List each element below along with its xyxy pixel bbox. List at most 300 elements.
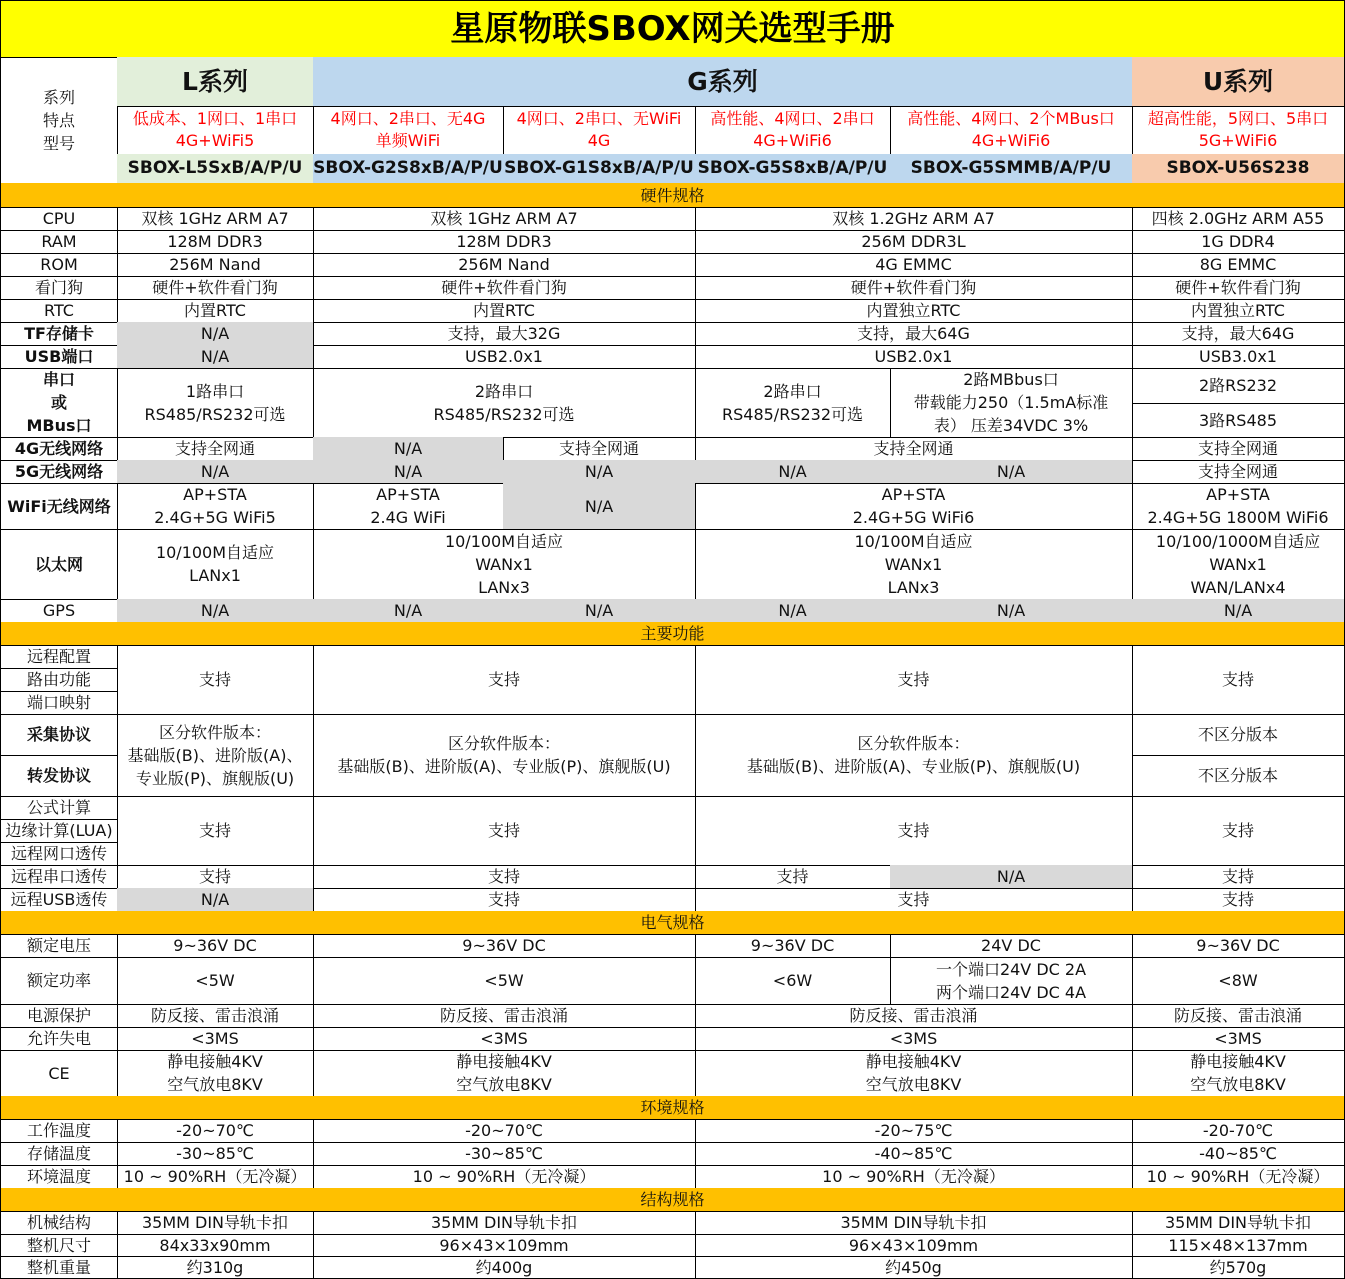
table-cell [313, 1142, 696, 1166]
row-label [0, 207, 118, 231]
cell-text: 带载能力250（1.5mA标准 [913, 393, 1109, 412]
cell-text: 35MM DIN导轨卡扣 [840, 1213, 987, 1232]
cell-text: 低成本、1网口、1串口 [132, 109, 298, 128]
cell-text: RTC [44, 301, 74, 320]
cell-text: 35MM DIN导轨卡扣 [430, 1213, 578, 1232]
cell-text: 硬件+软件看门狗 [152, 278, 278, 297]
table-cell [695, 714, 1133, 797]
cell-text: WANx1 [1209, 554, 1267, 574]
table-cell [695, 1050, 1133, 1097]
table-cell [503, 437, 696, 461]
row-label [0, 755, 118, 797]
cell-text: 硬件+软件看门狗 [850, 278, 977, 297]
cell-text: AP+STA [1206, 485, 1270, 504]
table-cell [1132, 934, 1345, 958]
table-cell [117, 1234, 314, 1257]
cell-text: 256M Nand [458, 255, 550, 274]
cell-text: G系列 [687, 67, 758, 96]
cell-text: 采集协议 [26, 725, 91, 744]
table-cell [1132, 865, 1345, 889]
cell-text: 内置独立RTC [866, 301, 961, 320]
cell-text: WiFi无线网络 [7, 496, 111, 516]
feature-cell [117, 106, 314, 155]
table-cell [1132, 403, 1345, 438]
row-label [0, 1211, 118, 1235]
feature-cell [695, 106, 891, 155]
cell-text: 路由功能 [26, 670, 91, 689]
cell-text: 9~36V DC [173, 936, 257, 955]
cell-text: 静电接触4KV [167, 1052, 263, 1071]
table-cell [695, 299, 1133, 323]
cell-text: TF存储卡 [24, 324, 94, 343]
cell-text: 额定功率 [26, 971, 91, 990]
cell-text: 区分软件版本： [447, 734, 560, 753]
cell-text: 高性能、4网口、2个MBus口 [907, 109, 1115, 128]
cell-text: -30~85℃ [465, 1144, 543, 1163]
cell-text: N/A [584, 496, 614, 516]
cell-text: U系列 [1202, 67, 1274, 96]
cell-text: 10/100M自适应 [444, 531, 564, 551]
cell-text: 支持全网通 [558, 439, 639, 458]
cell-text: 一个端口24V DC 2A [935, 959, 1087, 979]
cell-text: WANx1 [884, 554, 943, 574]
cell-text: 10/100M自适应 [155, 543, 275, 562]
cell-text: N/A [200, 324, 230, 343]
table-cell [117, 1256, 314, 1279]
table-cell [1132, 460, 1345, 484]
cell-text: <3MS [480, 1029, 528, 1048]
na-cell [890, 460, 1133, 484]
cell-text: 3路RS485 [1199, 410, 1277, 430]
table-cell [1132, 1027, 1345, 1051]
cell-text: <3MS [191, 1029, 239, 1048]
table-cell [117, 1211, 314, 1235]
cell-text: USB3.0x1 [1199, 347, 1277, 366]
cell-text: <8W [1218, 971, 1258, 990]
cell-text: 2.4G+5G 1800M WiFi6 [1147, 508, 1329, 527]
row-label [0, 345, 118, 369]
cell-text: 支持 [1221, 821, 1254, 840]
cell-text: 两个端口24V DC 4A [935, 982, 1087, 1002]
cell-text: 静电接触4KV [456, 1052, 552, 1071]
section-header [0, 911, 1345, 935]
cell-text: 不区分版本 [1197, 725, 1278, 744]
cell-text: USB2.0x1 [465, 347, 543, 366]
cell-text: 额定电压 [26, 936, 91, 955]
cell-text: 公式计算 [26, 798, 91, 817]
cell-text: 双核 1.2GHz ARM A7 [832, 209, 995, 228]
cell-text: 10/100/1000M自适应 [1155, 531, 1321, 551]
cell-text: 或 [50, 393, 67, 412]
section-header [0, 1096, 1345, 1120]
cell-text: WAN/LANx4 [1190, 577, 1286, 597]
cell-text: 2路串口 [763, 381, 822, 401]
table-cell [695, 1027, 1133, 1051]
cell-text: N/A [393, 601, 423, 620]
cell-text: 支持 [897, 670, 930, 689]
row-label [0, 865, 118, 889]
table-cell [695, 368, 891, 438]
cell-text: 4G EMMC [875, 255, 952, 274]
cell-text: 专业版(P)、旗舰版(U) [135, 768, 295, 788]
na-cell [503, 483, 696, 530]
table-cell [117, 529, 314, 600]
row-label [0, 230, 118, 254]
row-label [0, 957, 118, 1005]
model-cell [890, 154, 1133, 184]
cell-text: 4G [587, 131, 611, 150]
table-cell [117, 1142, 314, 1166]
cell-text: 约570g [1209, 1257, 1267, 1277]
row-label [0, 691, 118, 715]
model-cell [117, 154, 314, 184]
na-cell [313, 460, 504, 484]
model-cell [313, 154, 504, 184]
cell-text: 4G+WiFi6 [971, 131, 1051, 150]
table-cell [695, 483, 1133, 530]
na-cell [313, 437, 504, 461]
cell-text: 远程配置 [26, 647, 91, 666]
table-cell [313, 645, 696, 715]
table-cell [117, 483, 314, 530]
cell-text: 双核 1GHz ARM A7 [430, 209, 578, 228]
table-cell [695, 934, 891, 958]
table-cell [890, 957, 1133, 1005]
cell-text: SBOX-G2S8xB/A/P/U [313, 158, 503, 178]
cell-text: 支持 [1221, 670, 1254, 689]
cell-text: 硬件+软件看门狗 [1175, 278, 1301, 297]
table-cell [695, 1256, 1133, 1279]
cell-text: 2.4G+5G WiFi5 [154, 508, 276, 527]
cell-text: AP+STA [376, 485, 440, 504]
cell-text: 允许失电 [26, 1029, 91, 1048]
cell-text: 96×43×109mm [848, 1235, 979, 1255]
table-cell [1132, 368, 1345, 404]
table-cell [1132, 529, 1345, 600]
cell-text: 128M DDR3 [456, 232, 552, 251]
cell-text: 2路RS232 [1199, 376, 1277, 395]
table-cell [313, 1165, 696, 1189]
table-cell [313, 230, 696, 254]
table-cell [695, 276, 1133, 300]
table-cell [695, 957, 891, 1005]
na-cell [117, 322, 314, 346]
cell-text: MBus口 [26, 416, 92, 435]
table-cell [117, 1119, 314, 1143]
cell-text: 256M DDR3L [861, 232, 966, 251]
table-cell [117, 276, 314, 300]
row-label [0, 842, 118, 866]
table-cell [313, 1004, 696, 1028]
table-cell [1132, 483, 1345, 530]
table-cell [117, 645, 314, 715]
table-cell [695, 322, 1133, 346]
cell-text: 支持 [198, 867, 231, 886]
feature-cell [890, 106, 1133, 155]
cell-text: 电源保护 [26, 1006, 91, 1025]
cell-text: 端口映射 [26, 693, 91, 712]
cell-text: N/A [393, 439, 423, 458]
cell-text: 工作温度 [26, 1121, 91, 1140]
cell-text: 远程USB透传 [10, 890, 108, 909]
table-cell [1132, 1050, 1345, 1097]
cell-text: N/A [1223, 601, 1253, 620]
na-cell [503, 599, 696, 623]
cell-text: 支持全网通 [174, 439, 255, 458]
cell-text: N/A [996, 462, 1026, 481]
model-cell [695, 154, 891, 184]
cell-text: SBOX-G1S8xB/A/P/U [504, 158, 694, 178]
cell-text: -20~70℃ [176, 1121, 254, 1140]
cell-text: 单频WiFi [375, 131, 441, 150]
cell-text: 存储温度 [26, 1144, 91, 1163]
cell-text: 环境温度 [26, 1167, 91, 1186]
cell-text: 边缘计算(LUA) [5, 821, 113, 840]
table-cell [1132, 1165, 1345, 1189]
row-label [0, 368, 118, 438]
cell-text: 4G+WiFi6 [753, 131, 832, 150]
cell-text: 支持 [198, 670, 231, 689]
cell-text: 空气放电8KV [167, 1075, 263, 1094]
table-cell [695, 1119, 1133, 1143]
cell-text: 超高性能，5网口、5串口 [1147, 109, 1329, 128]
table-cell [695, 1234, 1133, 1257]
table-cell [1132, 1142, 1345, 1166]
cell-text: L系列 [182, 67, 248, 96]
cell-text: 支持 [897, 821, 930, 840]
na-cell [117, 345, 314, 369]
cell-text: 支持 [487, 867, 520, 886]
cell-text: 主要功能 [640, 624, 705, 643]
row-label [0, 1234, 118, 1257]
table-cell [313, 865, 696, 889]
table-cell [890, 368, 1133, 438]
cell-text: 支持全网通 [1197, 462, 1278, 481]
cell-text: 空气放电8KV [865, 1075, 962, 1094]
na-cell [117, 599, 314, 623]
cell-text: 硬件规格 [640, 185, 705, 205]
cell-text: 支持全网通 [1197, 439, 1278, 458]
table-cell [1132, 345, 1345, 369]
table-cell [313, 253, 696, 277]
na-cell [313, 599, 504, 623]
table-cell [695, 230, 1133, 254]
table-cell [695, 1142, 1133, 1166]
cell-text: 8G EMMC [1199, 255, 1277, 274]
cell-text: 内置RTC [184, 301, 246, 320]
table-cell [695, 1211, 1133, 1235]
row-label [0, 1119, 118, 1143]
cell-text: -20~70℃ [465, 1121, 543, 1140]
cell-text: N/A [778, 601, 807, 620]
cell-text: SBOX-G5S8xB/A/P/U [697, 158, 888, 178]
cell-text: 9~36V DC [462, 936, 546, 955]
table-cell [695, 888, 1133, 912]
cell-text: USB2.0x1 [874, 347, 953, 366]
table-cell [313, 888, 696, 912]
cell-text: N/A [393, 462, 423, 481]
cell-text: LANx1 [189, 566, 241, 585]
cell-text: 以太网 [34, 554, 83, 574]
cell-text: 24V DC [981, 936, 1041, 955]
cell-text: 表） 压差34VDC 3% [933, 416, 1089, 435]
cell-text: SBOX-G5SMMB/A/P/U [910, 158, 1112, 178]
table-cell [117, 1165, 314, 1189]
cell-text: 9~36V DC [1196, 936, 1280, 955]
na-cell [117, 888, 314, 912]
table-cell [1132, 253, 1345, 277]
cell-text: 128M DDR3 [167, 232, 263, 251]
table-cell [695, 253, 1133, 277]
cell-text: 转发协议 [26, 766, 91, 785]
cell-text: LANx3 [887, 577, 940, 597]
cell-text: 10 ~ 90%RH（无冷凝） [822, 1167, 1005, 1186]
table-cell [117, 714, 314, 797]
table-cell [695, 1165, 1133, 1189]
table-cell [313, 276, 696, 300]
cell-text: -30~85℃ [176, 1144, 254, 1163]
table-cell [117, 1050, 314, 1097]
table-cell [117, 207, 314, 231]
cell-text: 5G+WiFi6 [1198, 131, 1278, 150]
cell-text: 支持 [487, 821, 520, 840]
cell-text: N/A [200, 347, 230, 366]
table-cell [117, 796, 314, 866]
cell-text: 9~36V DC [750, 936, 835, 955]
cell-text: 防反接、雷击浪涌 [439, 1006, 568, 1025]
table-cell [1132, 645, 1345, 715]
cell-text: 约310g [186, 1257, 244, 1277]
table-cell [313, 207, 696, 231]
row-label [0, 1050, 118, 1097]
cell-text: 整机重量 [26, 1257, 91, 1277]
cell-text: 双核 1GHz ARM A7 [141, 209, 289, 228]
model-cell [503, 154, 696, 184]
cell-text: 4网口、2串口、无WiFi [516, 109, 682, 128]
cell-text: 35MM DIN导轨卡扣 [1164, 1213, 1312, 1232]
table-cell [313, 1234, 696, 1257]
table-cell [1132, 1234, 1345, 1257]
cell-text: 支持 [897, 890, 930, 909]
cell-text: 2.4G+5G WiFi6 [852, 508, 975, 527]
feature-cell [503, 106, 696, 155]
table-cell [695, 796, 1133, 866]
cell-text: 基础版(B)、进阶版(A)、专业版(P)、旗舰版(U) [746, 757, 1081, 776]
cell-text: -40~85℃ [874, 1144, 953, 1163]
cell-text: 96×43×109mm [439, 1235, 569, 1255]
table-cell [313, 796, 696, 866]
cell-text: AP+STA [881, 485, 946, 504]
cell-text: 硬件+软件看门狗 [441, 278, 567, 297]
table-cell [1132, 714, 1345, 756]
cell-text: 高性能、4网口、2串口 [710, 109, 875, 128]
section-header [0, 1188, 1345, 1212]
cell-text: USB端口 [24, 347, 94, 366]
table-cell [695, 1004, 1133, 1028]
series-l-header [117, 57, 314, 107]
cell-text: 系列 [42, 87, 75, 107]
cell-text: 型号 [42, 133, 75, 153]
cell-text: SBOX-U56S238 [1166, 158, 1310, 178]
table-cell [695, 865, 891, 889]
row-label [0, 460, 118, 484]
row-label [0, 437, 118, 461]
cell-text: 1G DDR4 [1201, 232, 1275, 251]
na-cell [1132, 599, 1345, 623]
row-label [0, 1142, 118, 1166]
cell-text: 内置独立RTC [1191, 301, 1285, 320]
row-label [0, 934, 118, 958]
cell-text: RS485/RS232可选 [144, 404, 286, 424]
table-cell [313, 322, 696, 346]
cell-text: GPS [42, 601, 76, 620]
table-cell [1132, 796, 1345, 866]
row-label [0, 483, 118, 530]
table-cell [695, 207, 1133, 231]
series-g-header [313, 57, 1133, 107]
row-label [0, 1165, 118, 1189]
row-label [0, 322, 118, 346]
cell-text: <3MS [889, 1029, 938, 1048]
row-label [0, 645, 118, 669]
cell-text: 看门狗 [34, 278, 83, 297]
cell-text: RAM [41, 232, 77, 251]
table-cell [117, 253, 314, 277]
table-cell [695, 345, 1133, 369]
cell-text: 支持全网通 [873, 439, 954, 458]
cell-text: 机械结构 [26, 1213, 91, 1232]
cell-text: 空气放电8KV [1190, 1075, 1286, 1094]
cell-text: 防反接、雷击浪涌 [849, 1006, 978, 1025]
table-cell [313, 483, 504, 530]
cell-text: 静电接触4KV [865, 1052, 962, 1071]
table-cell [117, 299, 314, 323]
cell-text: 4G无线网络 [14, 439, 104, 458]
cell-text: SBOX-L5SxB/A/P/U [127, 158, 303, 178]
table-cell [117, 368, 314, 438]
cell-text: 支持 [487, 890, 520, 909]
cell-text: 防反接、雷击浪涌 [1173, 1006, 1302, 1025]
cell-text: N/A [584, 601, 614, 620]
cell-text: 远程网口透传 [10, 844, 107, 863]
cell-text: N/A [200, 601, 230, 620]
sheet-title [0, 0, 1345, 58]
na-cell [890, 599, 1133, 623]
cell-text: 支持，最大64G [1181, 324, 1295, 343]
table-cell [1132, 755, 1345, 797]
cell-text: N/A [996, 601, 1026, 620]
table-cell [313, 1211, 696, 1235]
cell-text: -20~75℃ [874, 1121, 953, 1140]
table-cell [313, 1050, 696, 1097]
cell-text: 基础版(B)、进阶版(A)、 [127, 745, 303, 765]
cell-text: <6W [772, 971, 813, 990]
na-cell [890, 865, 1133, 889]
cell-text: AP+STA [183, 485, 247, 504]
cell-text: N/A [584, 462, 614, 481]
row-label [0, 276, 118, 300]
row-label [0, 668, 118, 692]
cell-text: 环境规格 [640, 1098, 705, 1117]
table-cell [1132, 1004, 1345, 1028]
cell-text: RS485/RS232可选 [721, 404, 864, 424]
table-cell [695, 529, 1133, 600]
row-label [0, 714, 118, 756]
cell-text: 4网口、2串口、无4G [330, 109, 486, 128]
table-cell [313, 299, 696, 323]
row-label [0, 253, 118, 277]
table-cell [313, 714, 696, 797]
